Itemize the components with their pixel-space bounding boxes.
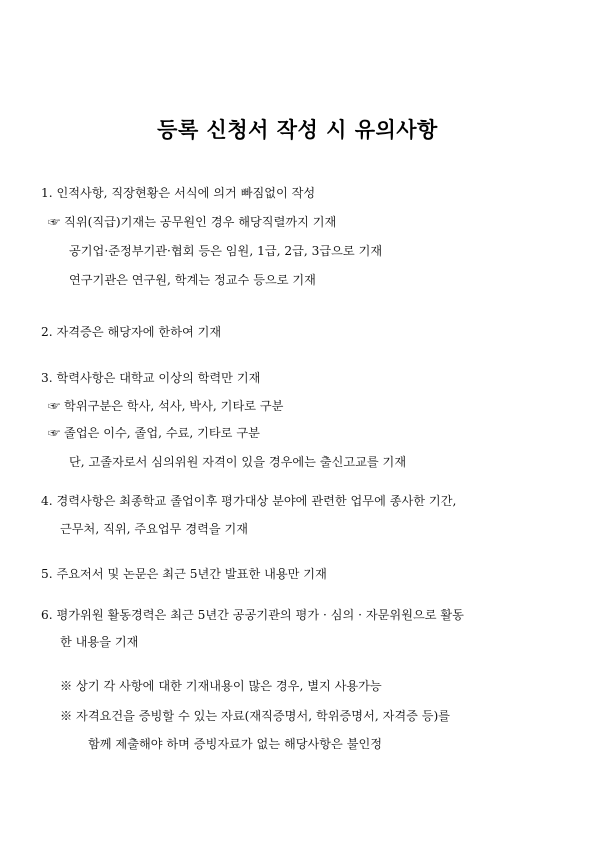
note-2-line-2: 함께 제출해야 하며 증빙자료가 없는 해당사항은 불인정 xyxy=(88,737,383,751)
item-6-line-1: 6. 평가위원 활동경력은 최근 5년간 공공기관의 평가 · 심의 · 자문위원으로 활동 xyxy=(41,608,464,622)
item-5: 5. 주요저서 및 논문은 최근 5년간 발표한 내용만 기재 xyxy=(41,567,327,581)
note-1: ※ 상기 각 사항에 대한 기재내용이 많은 경우, 별지 사용가능 xyxy=(60,679,382,693)
item-3-note-1: ☞ 학위구분은 학사, 석사, 박사, 기타로 구분 xyxy=(48,399,284,413)
item-4-line-1: 4. 경력사항은 최종학교 졸업이후 평가대상 분야에 관련한 업무에 종사한 기간, xyxy=(41,494,457,508)
item-1: 1. 인적사항, 직장현황은 서식에 의거 빠짐없이 작성 xyxy=(41,186,316,200)
item-1-note-1-cont-2: 연구기관은 연구원, 학계는 정교수 등으로 기재 xyxy=(69,273,316,287)
item-3: 3. 학력사항은 대학교 이상의 학력만 기재 xyxy=(41,371,261,385)
item-6-line-2: 한 내용을 기재 xyxy=(60,635,139,649)
item-2: 2. 자격증은 해당자에 한하여 기재 xyxy=(41,325,222,339)
note-2-line-1: ※ 자격요건을 증빙할 수 있는 자료(재직증명서, 학위증명서, 자격증 등)를 xyxy=(60,709,451,723)
item-4-line-2: 근무처, 직위, 주요업무 경력을 기재 xyxy=(60,522,249,536)
item-1-note-1: ☞ 직위(직급)기재는 공무원인 경우 해당직렬까지 기재 xyxy=(48,215,337,229)
item-3-note-2-cont-1: 단, 고졸자로서 심의위원 자격이 있을 경우에는 출신고교를 기재 xyxy=(69,455,407,469)
item-3-note-2: ☞ 졸업은 이수, 졸업, 수료, 기타로 구분 xyxy=(48,426,260,440)
page-title: 등록 신청서 작성 시 유의사항 xyxy=(157,118,438,142)
item-1-note-1-cont-1: 공기업·준정부기관·협회 등은 임원, 1급, 2급, 3급으로 기재 xyxy=(69,244,383,258)
